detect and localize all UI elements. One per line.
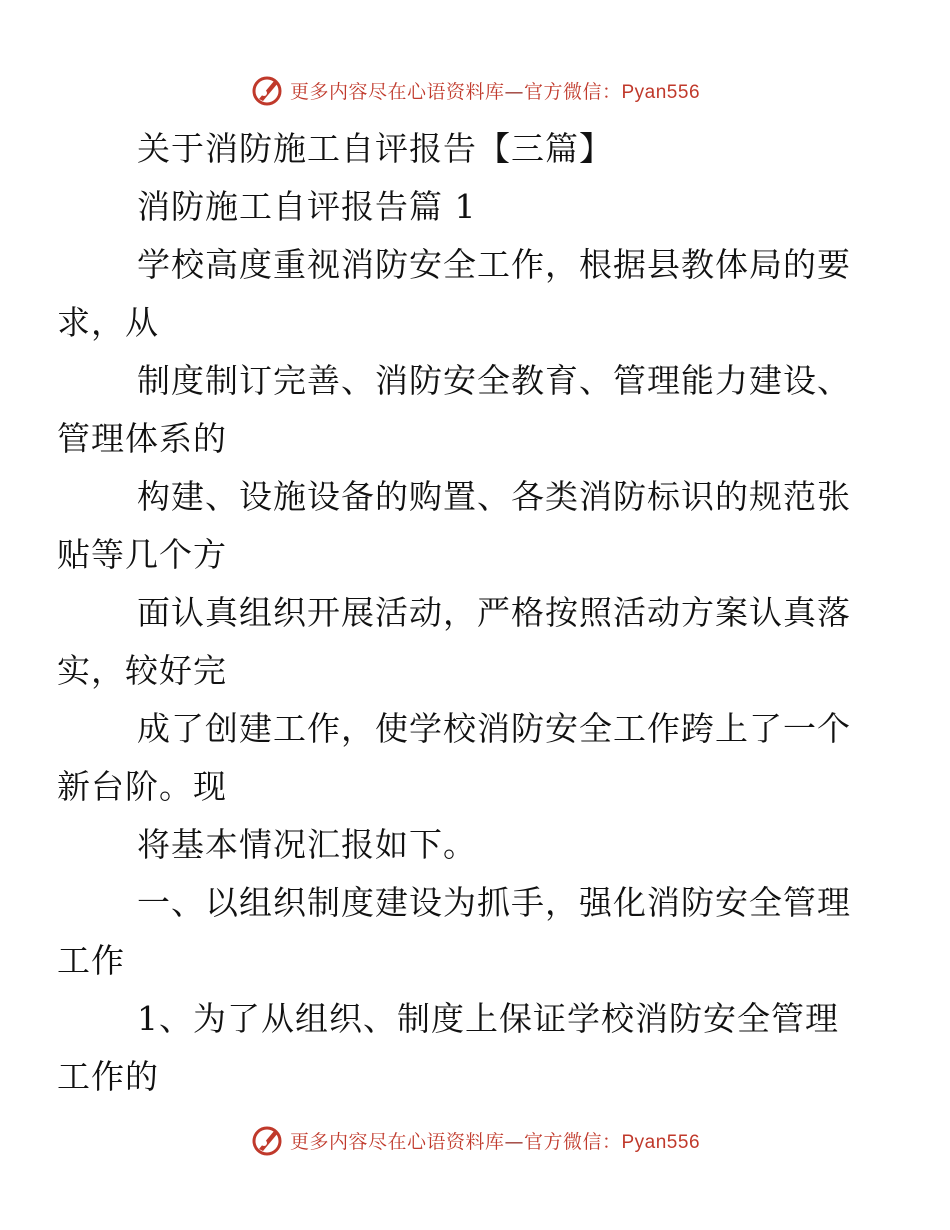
watermark-banner-bottom [0, 1120, 950, 1160]
watermark-text [290, 77, 700, 104]
paragraph-line [57, 700, 857, 816]
line-rest: 新台阶。现 [57, 767, 227, 806]
line-first: 成了创建工作，使学校消防安全工作跨上了一个 [137, 709, 851, 748]
watermark-wechat-label: 官方微信： [523, 1130, 622, 1153]
paragraph-line [57, 874, 857, 990]
line-first: 将基本情况汇报如下。 [137, 825, 477, 864]
line-rest: 工作 [57, 941, 125, 980]
paragraph-line [57, 468, 857, 584]
watermark-banner-top [0, 70, 950, 110]
watermark-wechat-handle: Pyan556 [621, 81, 701, 103]
paragraph-line [57, 584, 857, 700]
line-rest: 求，从 [57, 303, 159, 342]
quill-pen-logo-icon [250, 1123, 284, 1157]
paragraph-line [97, 816, 857, 874]
line-rest: 工作的 [57, 1057, 159, 1096]
document-title: 关于消防施工自评报告【三篇】 [137, 129, 613, 168]
line-rest: 实，较好完 [57, 651, 227, 690]
section-heading: 消防施工自评报告篇 1 [137, 187, 477, 226]
watermark-wechat-handle: Pyan556 [621, 1131, 701, 1153]
watermark-main-text: 更多内容尽在心语资料库 [289, 80, 505, 103]
watermark-wechat-label: 官方微信： [523, 80, 622, 103]
line-first: 1、为了从组织、制度上保证学校消防安全管理 [137, 999, 839, 1038]
line-first: 制度制订完善、消防安全教育、管理能力建设、 [137, 361, 851, 400]
paragraph-line [57, 990, 857, 1106]
watermark-separator: — [504, 1130, 524, 1153]
line-rest: 管理体系的 [57, 419, 227, 458]
paragraph-line [57, 352, 857, 468]
document-body [57, 120, 857, 1106]
line-first: 构建、设施设备的购置、各类消防标识的规范张 [137, 477, 851, 516]
line-first: 学校高度重视消防安全工作，根据县教体局的要 [137, 245, 851, 284]
watermark-main-text: 更多内容尽在心语资料库 [289, 1130, 505, 1153]
paragraph-line [57, 236, 857, 352]
quill-pen-logo-icon [250, 73, 284, 107]
line-rest: 贴等几个方 [57, 535, 227, 574]
line-first: 面认真组织开展活动，严格按照活动方案认真落 [137, 593, 851, 632]
watermark-text [290, 1127, 700, 1154]
line-first: 一、以组织制度建设为抓手，强化消防安全管理 [137, 883, 851, 922]
watermark-separator: — [504, 80, 524, 103]
